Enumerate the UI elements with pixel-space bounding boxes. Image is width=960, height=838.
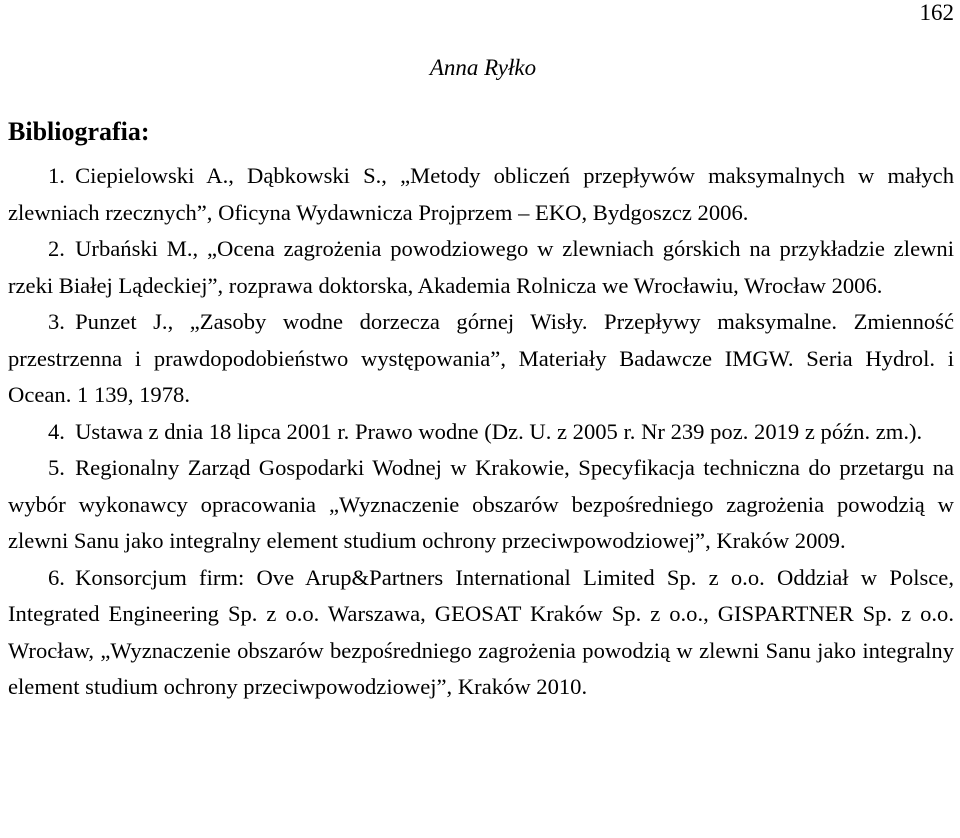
entry-text: Regionalny Zarząd Gospodarki Wodnej w Krakowie, Specyfikacja techniczna do przetargu na wybór wykonawcy opracowania „Wyznaczenie obszarów bezpośredniego zagrożenia powodzią w zlewni Sanu jako integralny element studium ochrony przeciwpowodziowej”, Kraków 2009. <box>8 455 954 553</box>
bibliography-entry <box>8 560 954 706</box>
entry-number: 4. <box>48 418 65 444</box>
bibliography-entry <box>8 304 954 414</box>
running-head-author: Anna Ryłko <box>429 55 537 80</box>
entry-number: 2. <box>48 236 65 261</box>
bibliography-entry <box>8 158 954 231</box>
entry-text: Urbański M., „Ocena zagrożenia powodziowego w zlewniach górskich na przykładzie zlewni rzeki Białej Lądeckiej”, rozprawa doktorska, Akademia Rolnicza we Wrocławiu, Wrocław 2006. <box>8 236 954 298</box>
entry-text: Ciepielowski A., Dąbkowski S., „Metody obliczeń przepływów maksymalnych w małych zlewniach rzecznych”, Oficyna Wydawnicza Projprzem – EKO, Bydgoszcz 2006. <box>8 163 954 225</box>
bibliography-entry <box>8 414 954 451</box>
entry-number: 3. <box>48 309 65 334</box>
entry-text: Ustawa z dnia 18 lipca 2001 r. Prawo wodne (Dz. U. z 2005 r. Nr 239 poz. 2019 z późn. zm.). <box>75 418 923 444</box>
bibliography-entry <box>8 231 954 304</box>
bibliography-list <box>8 158 954 706</box>
entry-number: 5. <box>48 455 65 480</box>
entry-number: 6. <box>48 564 65 590</box>
entry-number: 1. <box>48 163 65 188</box>
entry-text: Konsorcjum firm: Ove Arup&Partners International Limited Sp. z o.o. Oddział w Polsce, Integrated Engineering Sp. z o.o. Warszawa, GEOSAT Kraków Sp. z o.o., GISPARTNER Sp. z o.o. Wrocław, „Wyznaczenie obszarów bezpośredniego zagrożenia powodzią w zlewni Sanu jako integralny element studium ochrony przeciwpowodziowej”, Kraków 2010. <box>8 564 954 699</box>
entry-text: Punzet J., „Zasoby wodne dorzecza górnej Wisły. Przepływy maksymalne. Zmienność przestrzenna i prawdopodobieństwo występowania”, Materiały Badawcze IMGW. Seria Hydrol. i Ocean. 1 139, 1978. <box>8 309 954 407</box>
bibliography-entry <box>8 450 954 560</box>
bibliography-heading: Bibliografia: <box>8 117 150 146</box>
page-number: 162 <box>919 0 954 25</box>
